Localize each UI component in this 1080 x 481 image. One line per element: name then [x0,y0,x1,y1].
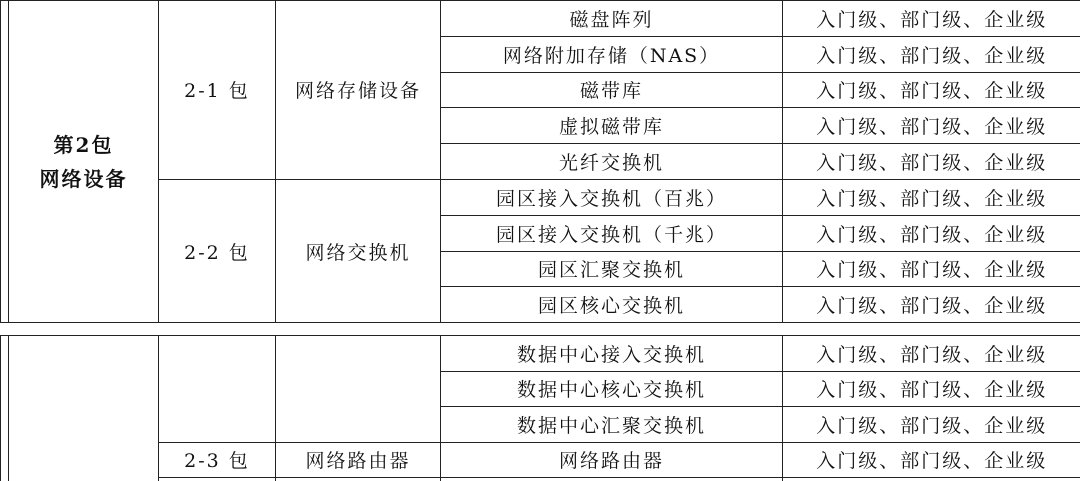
product-name: 磁盘阵列 [441,1,783,37]
subpackage-name: 网络路由器 [276,442,441,478]
product-name: 数据中心接入交换机 [441,336,783,372]
product-name: 园区接入交换机（千兆） [441,215,783,251]
package-name: 网络设备 [39,166,128,191]
subpackage-name-continued [276,336,441,443]
product-cell-bottom [441,478,783,481]
grade-levels: 入门级、部门级、企业级 [783,287,1080,323]
product-name: 光纤交换机 [441,144,783,180]
product-name: 虚拟磁带库 [441,108,783,144]
subpackage-name: 网络存储设备 [276,1,441,180]
product-name: 网络路由器 [441,442,783,478]
product-name: 磁带库 [441,72,783,108]
product-name: 网络附加存储（NAS） [441,36,783,72]
grade-levels: 入门级、部门级、企业级 [783,72,1080,108]
grade-levels: 入门级、部门级、企业级 [783,1,1080,37]
edge-cell [1,1,9,323]
subpackage-id: 2-2 包 [159,179,276,322]
grade-levels: 入门级、部门级、企业级 [783,144,1080,180]
grade-cell-bottom [783,478,1080,481]
subpackage-id: 2-1 包 [159,1,276,180]
product-name: 数据中心核心交换机 [441,371,783,407]
product-name: 园区核心交换机 [441,287,783,323]
grade-levels: 入门级、部门级、企业级 [783,251,1080,287]
package-cell [9,1,159,323]
subpackage-name-bottom [276,478,441,481]
table-fragment-bottom [0,335,1080,481]
grade-levels: 入门级、部门级、企业级 [783,179,1080,215]
grade-levels: 入门级、部门级、企业级 [783,108,1080,144]
subpackage-name: 网络交换机 [276,179,441,322]
product-name: 数据中心汇聚交换机 [441,407,783,443]
grade-levels: 入门级、部门级、企业级 [783,407,1080,443]
grade-levels: 入门级、部门级、企业级 [783,442,1080,478]
edge-cell [1,336,9,481]
subpackage-id-bottom [159,478,276,481]
package-number: 第2包 [53,132,114,157]
grade-levels: 入门级、部门级、企业级 [783,336,1080,372]
grade-levels: 入门级、部门级、企业级 [783,371,1080,407]
grade-levels: 入门级、部门级、企业级 [783,36,1080,72]
grade-levels: 入门级、部门级、企业级 [783,215,1080,251]
product-name: 园区接入交换机（百兆） [441,179,783,215]
equipment-table-part2 [0,335,1080,481]
package-cell-continued [9,336,159,481]
subpackage-id-continued [159,336,276,443]
product-name: 园区汇聚交换机 [441,251,783,287]
subpackage-id: 2-3 包 [159,442,276,478]
